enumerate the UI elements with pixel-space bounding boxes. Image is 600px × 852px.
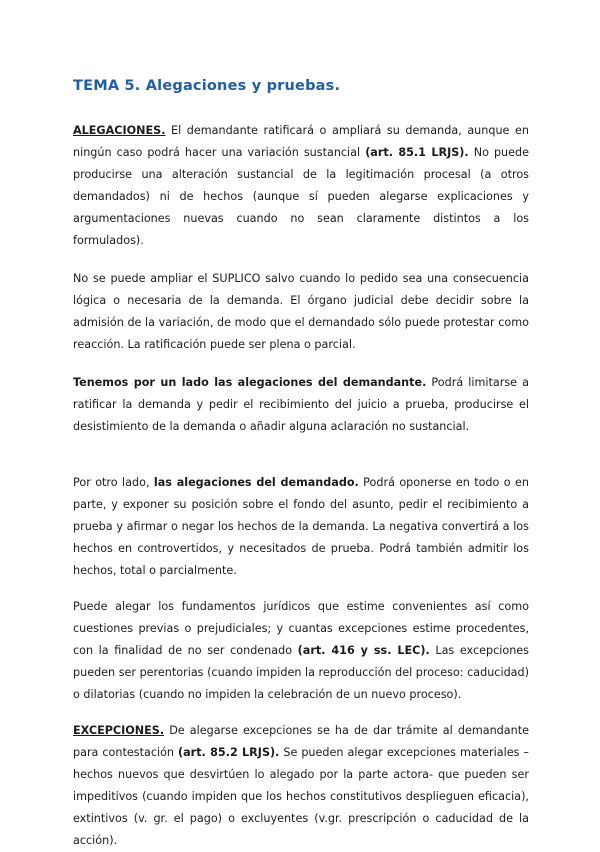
legal-reference: (art. 416 y ss. LEC).	[297, 644, 430, 657]
paragraph-text: Podrá oponerse en todo o en parte, y exponer su posición sobre el fondo del asunto, pedir el recibimiento a prueba y afirmar o negar los hechos de la demanda. La negativa convertirá a los hechos en controvertidos, y necesitados de prueba. Podrá también admitir los hechos, total o parcialmente.	[73, 476, 529, 577]
document-title: TEMA 5. Alegaciones y pruebas.	[73, 78, 341, 94]
paragraph-text: Las excepciones pueden ser perentorias (cuando impiden la reproducción del proceso: caducidad) o dilatorias (cuando no impiden la celebración de un nuevo proceso).	[73, 644, 530, 701]
paragraph-alegaciones	[73, 120, 529, 252]
paragraph-text: Podrá limitarse a ratificar la demanda y pedir el recibimiento del juicio a prueba, producirse el desistimiento de la demanda o añadir alguna aclaración no sustancial.	[73, 376, 529, 433]
legal-reference: (art. 85.2 LRJS).	[178, 746, 280, 759]
paragraph-text: De alegarse excepciones se ha de dar trámite al demandante para contestación	[73, 724, 529, 759]
demandado-heading: las alegaciones del demandado.	[153, 476, 359, 489]
paragraph-text: No puede producirse una alteración sustancial de la legitimación procesal (a otros demandados) ni de hechos (aunque sí pueden alegarse explicaciones y argumentaciones nuevas cuando no sean claramente distintos a los formulados).	[73, 146, 530, 247]
paragraph-alegaciones-demandante	[73, 372, 529, 438]
paragraph-excepciones	[73, 720, 529, 852]
alegaciones-heading: ALEGACIONES.	[73, 124, 166, 137]
legal-reference: (art. 85.1 LRJS).	[365, 146, 469, 159]
demandante-heading: Tenemos por un lado las alegaciones del demandante.	[73, 376, 427, 389]
paragraph-text: Por otro lado,	[73, 476, 154, 489]
paragraph-text: Se pueden alegar excepciones materiales –hechos nuevos que desvirtúen lo alegado por la parte actora- que pueden ser impeditivos (cuando impiden que los hechos constitutivos desplieguen eficacia), extintivos (v. gr. el pago) o excluyentes (v.gr. prescripción o caducidad de la acción).	[73, 746, 529, 847]
paragraph-text: Puede alegar los fundamentos jurídicos que estime convenientes así como cuestiones previas o prejudiciales; y cuantas excepciones estime procedentes, con la finalidad de no ser condenado	[73, 600, 529, 657]
excepciones-heading: EXCEPCIONES.	[73, 724, 165, 737]
paragraph-text: No se puede ampliar el SUPLICO salvo cuando lo pedido sea una consecuencia lógica o necesaria de la demanda. El órgano judicial debe decidir sobre la admisión de la variación, de modo que el demandado sólo puede protestar como reacción. La ratificación puede ser plena o parcial.	[73, 272, 529, 351]
document-page	[73, 76, 529, 852]
paragraph-fundamentos	[73, 596, 529, 706]
paragraph-alegaciones-demandado	[73, 472, 529, 582]
paragraph-text: El demandante ratificará o ampliará su demanda, aunque en ningún caso podrá hacer una variación sustancial	[73, 124, 529, 159]
paragraph-suplico	[73, 268, 529, 356]
